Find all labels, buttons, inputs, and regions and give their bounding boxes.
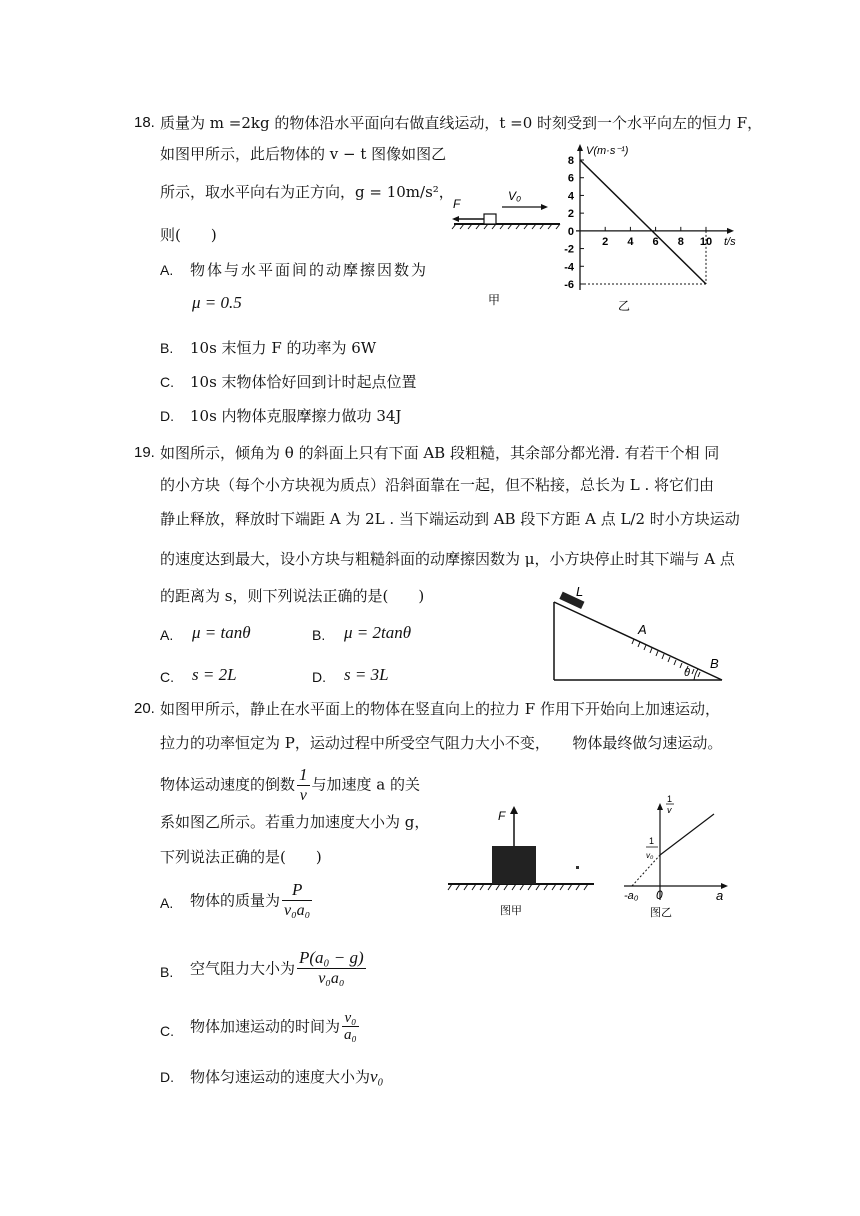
caption-tujia: 图甲 <box>500 905 522 917</box>
q18-number: 18. <box>134 114 155 131</box>
x-tick-label: 6 <box>652 235 659 248</box>
q20-line2: 拉力的功率恒定为 P，运动过程中所受空气阻力大小不变， 物体最终做匀速运动。 <box>160 734 723 752</box>
label-L: L <box>576 584 584 599</box>
q18-vt-chart <box>556 138 746 318</box>
force-label: F <box>453 197 461 211</box>
y-axis-arrow <box>577 144 583 151</box>
x-tick-label: 10 <box>699 235 713 248</box>
caption-yi: 乙 <box>618 299 631 313</box>
q20-option-c-label: C. <box>160 1023 174 1039</box>
fraction-mass: $\frac{P}{\text{v₀a₀}}$ <box>284 880 311 919</box>
block <box>492 846 536 884</box>
neg-a0-label: -a₀ <box>624 890 639 902</box>
x-tick-label: 8 <box>677 235 684 248</box>
x-tick-label: 4 <box>627 235 634 248</box>
q18-line1: 质量为 m =2kg 的物体沿水平面向右做直线运动，t =0 时刻受到一个水平向左的恒力 F， <box>160 114 763 132</box>
q19-option-b-formula: μ = 2tanθ <box>344 623 412 642</box>
q20-line3-part2: 与加速度 a 的关 <box>311 775 420 794</box>
q19-option-c-label: C. <box>160 669 174 685</box>
q19-number: 19. <box>134 444 155 461</box>
q20-figure-jia <box>446 800 596 920</box>
graph-line <box>660 814 714 855</box>
q20-option-d-formula: v₀ <box>370 1067 384 1086</box>
q20-line3 <box>160 765 420 806</box>
q20-line5: 下列说法正确的是( ) <box>160 848 322 866</box>
q19-option-b-label: B. <box>312 627 326 643</box>
q20-option-c-text: 物体加速运动的时间为 <box>190 1017 341 1036</box>
y-tick-label: 4 <box>567 190 574 203</box>
q19-option-a-formula: μ = tanθ <box>192 623 251 642</box>
q19-option-d-label: D. <box>312 669 326 685</box>
y-tick-label: 0 <box>567 225 574 238</box>
q18-option-b-label: B. <box>160 340 174 356</box>
q20-option-a-label: A. <box>160 895 174 911</box>
y-tick-label: -4 <box>564 261 574 274</box>
q18-line4: 则( ) <box>160 226 217 244</box>
x-axis-label: t/s <box>724 235 736 248</box>
x-tick-label: 2 <box>602 235 609 248</box>
label-B: B <box>710 656 719 671</box>
q18-option-c-label: C. <box>160 374 174 390</box>
y-tick-label: -6 <box>564 279 574 291</box>
q20-option-a-text: 物体的质量为 <box>190 891 281 910</box>
q18-option-a-text: 物体与水平面间的动摩擦因数为 <box>190 261 429 279</box>
q18-figure-jia <box>448 180 568 310</box>
q20-line3-part1: 物体运动速度的倒数 <box>160 775 296 794</box>
q20-option-b-label: B. <box>160 964 174 980</box>
q19-incline-figure <box>548 584 728 684</box>
origin-label: 0 <box>656 888 663 902</box>
q18-option-d-text: 10s 内物体克服摩擦力做功 34J <box>190 407 402 425</box>
q20-option-a <box>190 880 314 921</box>
y-tick-label: -2 <box>564 243 574 256</box>
y-tick-label: 8 <box>567 155 574 167</box>
q18-line3: 所示，取水平向右为正方向，g = 10m/s²， <box>160 183 454 201</box>
y-tick-label: 2 <box>567 208 574 221</box>
y-axis-label: V(m·s⁻¹) <box>586 145 629 157</box>
x-axis-arrow <box>727 228 734 234</box>
intercept-den: v₀ <box>646 851 654 860</box>
q19-line3: 静止释放，释放时下端距 A 为 2L . 当下端运动到 AB 段下方距 A 点 L/2 时小方块运动 <box>160 510 740 528</box>
q19-option-a-label: A. <box>160 627 174 643</box>
q19-line2: 的小方块（每个小方块视为质点）沿斜面靠在一起，但不粘接，总长为 L . 将它们由 <box>160 476 715 494</box>
q18-option-c-text: 10s 末物体恰好回到计时起点位置 <box>190 373 417 391</box>
velocity-label: V₀ <box>508 189 522 203</box>
q18-option-a-label: A. <box>160 262 174 278</box>
q20-number: 20. <box>134 700 155 717</box>
y-tick-label: 6 <box>567 172 574 185</box>
q20-option-d-label: D. <box>160 1069 174 1085</box>
caption-tuyi: 图乙 <box>650 907 672 919</box>
q18-option-a-formula: μ = 0.5 <box>192 293 242 312</box>
caption-jia: 甲 <box>488 293 501 307</box>
q18-line2: 如图甲所示，此后物体的 v − t 图像如图乙 <box>160 145 447 163</box>
q19-option-d-formula: s = 3L <box>344 665 389 684</box>
data-line <box>580 160 706 284</box>
q20-option-b <box>190 948 368 989</box>
q19-option-c-formula: s = 2L <box>192 665 237 684</box>
q18-option-d-label: D. <box>160 408 174 424</box>
q18-option-b-text: 10s 末恒力 F 的功率为 6W <box>190 339 377 357</box>
ylabel-num: 1 <box>667 794 673 804</box>
ylabel-den: v <box>667 805 672 815</box>
label-theta: θ <box>684 667 690 679</box>
xlabel-a: a <box>716 888 724 903</box>
fraction-drag: $\frac{\text{P(a₀ − g)}}{\text{v₀a₀}}$ <box>299 948 364 987</box>
force-label: F <box>498 809 506 823</box>
q20-option-b-text: 空气阻力大小为 <box>190 959 296 978</box>
q19-line5: 的距离为 s，则下列说法正确的是( ) <box>160 587 425 605</box>
intercept-num: 1 <box>649 836 655 846</box>
q20-option-d <box>190 1067 383 1087</box>
q20-line1: 如图甲所示，静止在水平面上的物体在竖直向上的拉力 F 作用下开始向上加速运动， <box>160 700 720 718</box>
q20-option-d-text: 物体匀速运动的速度大小为 <box>190 1068 371 1086</box>
q19-line4: 的速度达到最大，设小方块与粗糙斜面的动摩擦因数为 μ，小方块停止时其下端与 A 点 <box>160 550 735 568</box>
q20-figure-yi <box>612 788 736 922</box>
q20-line4: 系如图乙所示。若重力加速度大小为 g， <box>160 813 430 831</box>
q20-option-c <box>190 1010 361 1043</box>
q19-line1: 如图所示，倾角为 θ 的斜面上只有下面 AB 段粗糙，其余部分都光滑. 有若干个相 同 <box>160 444 720 462</box>
fraction-time: $\frac{\text{v₀}}{\text{a₀}}$ <box>344 1010 357 1043</box>
label-A: A <box>638 622 647 637</box>
fraction-inverse-v: $\frac{1}{v}$ <box>299 765 308 804</box>
